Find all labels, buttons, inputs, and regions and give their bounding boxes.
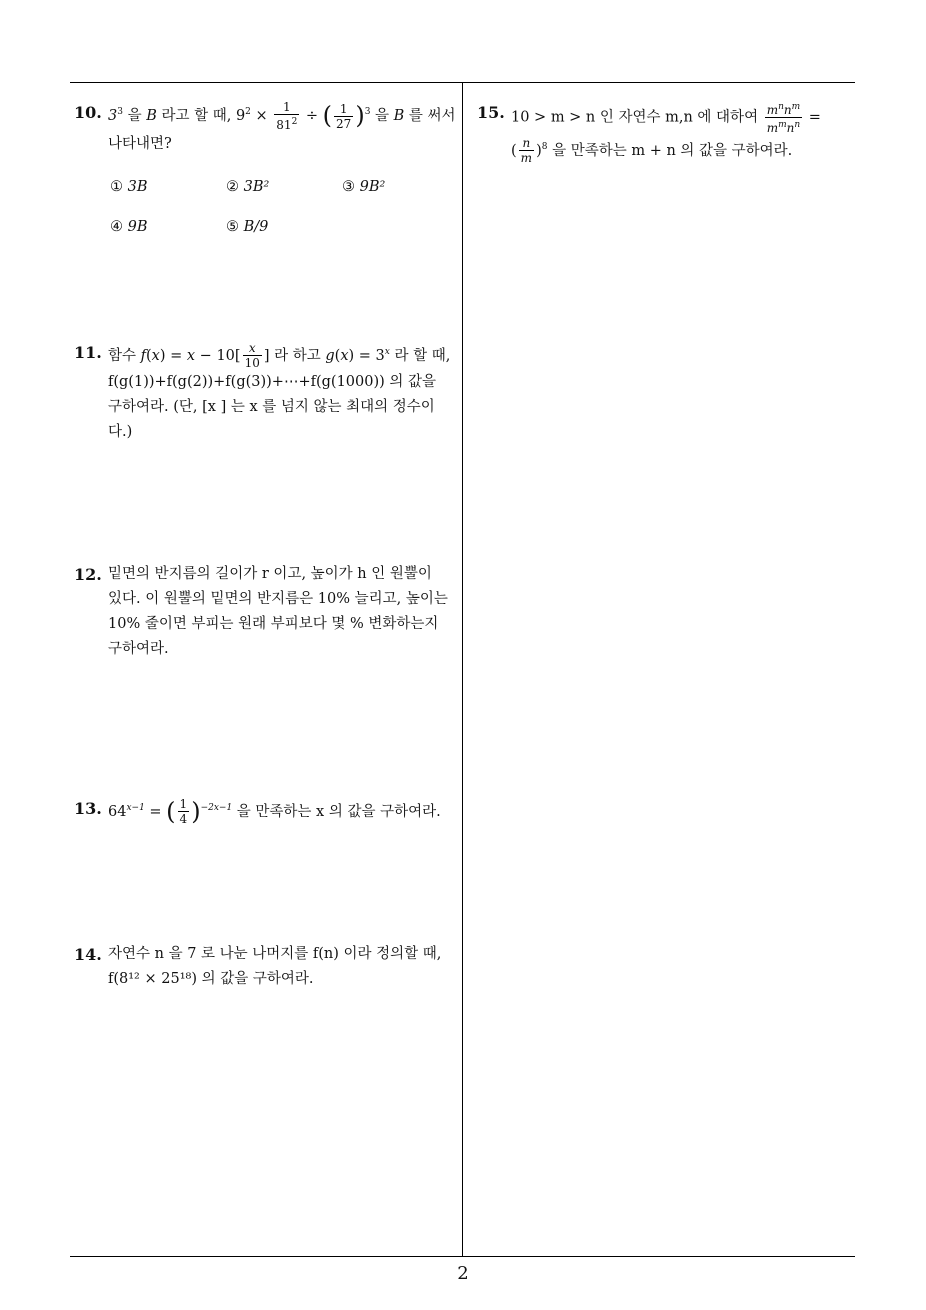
text-fragment: 을 [122, 108, 147, 124]
choice-4[interactable] [110, 215, 148, 240]
question-number: 12. [74, 565, 102, 584]
question-body [108, 562, 459, 662]
question-line: 구하여라. (단, [x ] 는 x 를 넘지 않는 최대의 정수이 [108, 399, 435, 416]
question-line: 밑면의 반지름의 길이가 r 이고, 높이가 h 인 원뿔이 [108, 566, 432, 582]
question-12 [74, 562, 459, 662]
question-line: 함수 f(x) = x − 10[ $\frac{x}{10}$ ] 라 하고 $g(x) = 3^x$ 라 할 때, [108, 341, 451, 371]
question-13 [74, 796, 459, 826]
question-line: 나타내면? [108, 136, 172, 152]
choice-1[interactable] [110, 175, 148, 200]
choice-mark: ④ [110, 219, 123, 235]
text-fragment: 라 하고 [269, 347, 326, 364]
choice-mark: ⑤ [226, 219, 239, 235]
text-fragment: 라고 할 때, [156, 108, 236, 124]
question-line: 10% 줄이면 부피는 원래 부피보다 몇 % 변화하는지 [108, 616, 439, 632]
question-11 [74, 340, 459, 445]
question-line: 구하여라. [108, 641, 169, 657]
question-number: 11. [74, 343, 102, 362]
fraction: $\frac{n}{m}$ [520, 136, 533, 166]
fraction: $\frac{1}{4}$ [179, 797, 188, 827]
text-fragment: 을 [370, 108, 394, 124]
page-number: 2 [457, 1263, 469, 1284]
fraction: $\frac{1}{81^2}$ [276, 100, 298, 132]
question-line: 자연수 n 을 7 로 나눈 나머지를 f(n) 이라 정의할 때, [108, 946, 442, 962]
choice-text: 3B² [243, 179, 270, 195]
question-10 [74, 100, 459, 255]
question-body [108, 100, 459, 255]
question-body [511, 100, 862, 165]
math-base: 3 [108, 108, 118, 124]
text-fragment: 10 > m > n 인 자연수 m,n 에 대하여 [511, 109, 759, 126]
question-body [108, 942, 459, 992]
question-line: f(g(1))+f(g(2))+f(g(3))+⋯+f(g(1000)) 의 값을 [108, 374, 437, 391]
text-fragment: 을 만족하는 x 의 값을 구하여라. [232, 803, 441, 820]
question-number: 15. [477, 103, 505, 122]
question-line: 10 > m > n 인 자연수 m,n 에 대하여 $\frac{m^nn^m}{m^mn^n}$ = [511, 102, 821, 135]
question-line: 있다. 이 원뿔의 밑면의 반지름은 10% 늘리고, 높이는 [108, 591, 448, 607]
question-body [108, 340, 459, 445]
question-line: f(8¹² × 25¹⁸) 의 값을 구하여라. [108, 971, 314, 987]
bottom-rule [70, 1256, 855, 1257]
column-divider [462, 83, 463, 1256]
choice-text: 9B² [359, 179, 386, 195]
question-number: 14. [74, 945, 102, 964]
fraction: $\frac{1}{27}$ [336, 101, 352, 131]
choice-5[interactable] [226, 215, 268, 240]
question-line: 다.) [108, 424, 133, 441]
text-fragment: 함수 [108, 347, 141, 364]
question-body: $64^{x-1}$ = ( $\frac{1}{4}$ )$^{-2x-1}$ 을 만족하는 x 의 값을 구하여라. [108, 797, 441, 827]
answer-choices [108, 175, 459, 255]
choice-text: 9B [127, 219, 148, 235]
text-fragment: 라 할 때, [389, 347, 451, 364]
question-line: $3^3$ 을 B 라고 할 때, $9^2$ × $\frac{1}{81^2}$ ÷ ( $\frac{1}{27}$ )$^3$ 을 B 를 써서 [108, 100, 456, 132]
fraction: $\frac{m^nn^m}{m^mn^n}$ [766, 102, 801, 135]
fraction: $\frac{x}{10}$ [244, 341, 260, 371]
choice-3[interactable] [342, 175, 385, 200]
choice-mark: ① [110, 179, 123, 195]
choice-2[interactable] [226, 175, 269, 200]
choice-mark: ③ [342, 179, 355, 195]
text-fragment: 를 써서 [404, 108, 456, 124]
question-line: ( $\frac{n}{m}$ )$^8$ 을 만족하는 m + n 의 값을 구하여라. [511, 136, 793, 166]
text-fragment: 을 만족하는 m + n 의 값을 구하여라. [547, 142, 793, 159]
question-15 [477, 100, 862, 165]
question-number: 13. [74, 799, 102, 818]
question-14 [74, 942, 459, 992]
choice-mark: ② [226, 179, 239, 195]
choice-text: B/9 [243, 219, 269, 235]
question-number: 10. [74, 103, 102, 122]
choice-text: 3B [127, 179, 148, 195]
